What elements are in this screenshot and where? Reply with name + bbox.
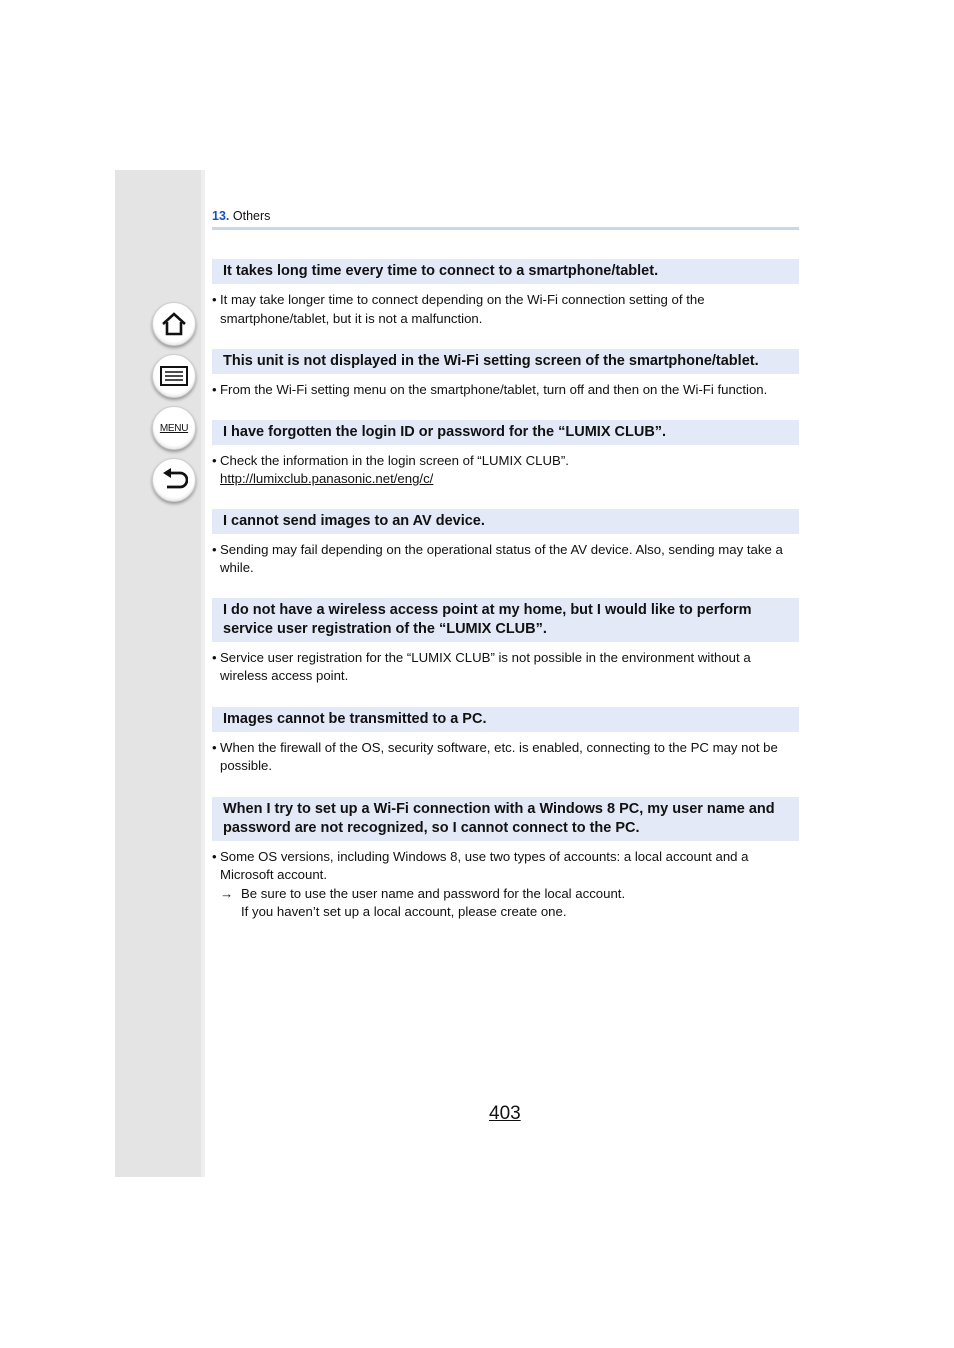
bullet-dot: • bbox=[212, 382, 217, 397]
section bbox=[212, 420, 799, 489]
section bbox=[212, 707, 799, 776]
chapter-number: 13. bbox=[212, 209, 230, 223]
bullet-dot: • bbox=[212, 649, 217, 665]
bullet-text: Some OS versions, including Windows 8, use two types of accounts: a local account and a Microsoft account. bbox=[220, 848, 749, 882]
arrow-note bbox=[220, 885, 799, 922]
return-icon bbox=[160, 466, 188, 494]
section bbox=[212, 509, 799, 578]
section-heading: I cannot send images to an AV device. bbox=[212, 509, 799, 534]
section-bullet bbox=[212, 739, 799, 776]
home-icon bbox=[160, 310, 188, 338]
section-bullet bbox=[212, 541, 799, 578]
section-heading: This unit is not displayed in the Wi-Fi setting screen of the smartphone/tablet. bbox=[212, 349, 799, 374]
breadcrumb bbox=[212, 209, 270, 223]
bullet-dot: • bbox=[212, 292, 217, 307]
section bbox=[212, 259, 799, 328]
section-bullet bbox=[212, 291, 799, 328]
note-line: Be sure to use the user name and password for the local account. bbox=[241, 885, 626, 901]
menu-label: MENU bbox=[159, 422, 189, 434]
contents-button[interactable] bbox=[152, 354, 196, 398]
section-bullet bbox=[212, 381, 799, 400]
bullet-dot: • bbox=[212, 541, 217, 557]
section-bullet bbox=[212, 848, 799, 922]
sidebar-edge bbox=[201, 170, 205, 1177]
section bbox=[212, 797, 799, 922]
bullet-text: It may take longer time to connect depending on the Wi-Fi connection setting of the smartphone/tablet, but it is not a malfunction. bbox=[220, 292, 705, 326]
back-button[interactable] bbox=[152, 458, 196, 502]
header-rule bbox=[212, 227, 799, 230]
menu-button[interactable] bbox=[152, 406, 196, 450]
troubleshooting-content bbox=[212, 259, 799, 922]
arrow-symbol: → bbox=[220, 885, 234, 901]
section bbox=[212, 349, 799, 400]
section-heading: I have forgotten the login ID or password for the “LUMIX CLUB”. bbox=[212, 420, 799, 445]
list-icon bbox=[159, 364, 189, 388]
section-heading: Images cannot be transmitted to a PC. bbox=[212, 707, 799, 732]
bullet-text: Service user registration for the “LUMIX CLUB” is not possible in the environment without a wireless access point. bbox=[220, 649, 751, 683]
section-bullet bbox=[212, 649, 799, 686]
section-bullet bbox=[212, 452, 799, 489]
page-number: 403 bbox=[489, 1103, 521, 1124]
section-heading: When I try to set up a Wi-Fi connection with a Windows 8 PC, my user name and password are not recognized, so I cannot connect to the PC. bbox=[212, 797, 799, 841]
bullet-text: Check the information in the login screen of “LUMIX CLUB”. bbox=[220, 452, 569, 468]
section-heading: It takes long time every time to connect to a smartphone/tablet. bbox=[212, 259, 799, 284]
bullet-text: Sending may fail depending on the operational status of the AV device. Also, sending may take a while. bbox=[220, 541, 783, 575]
chapter-title: Others bbox=[232, 209, 271, 223]
lumix-club-link[interactable]: http://lumixclub.panasonic.net/eng/c/ bbox=[220, 471, 434, 486]
bullet-text: From the Wi-Fi setting menu on the smartphone/tablet, turn off and then on the Wi-Fi function. bbox=[220, 382, 768, 397]
section bbox=[212, 598, 799, 686]
bullet-dot: • bbox=[212, 739, 217, 755]
bullet-text: When the firewall of the OS, security software, etc. is enabled, connecting to the PC may not be possible. bbox=[220, 739, 778, 773]
section-heading: I do not have a wireless access point at my home, but I would like to perform service user registration of the “LUMIX CLUB”. bbox=[212, 598, 799, 642]
bullet-dot: • bbox=[212, 848, 217, 864]
home-button[interactable] bbox=[152, 302, 196, 346]
note-line: If you haven’t set up a local account, please create one. bbox=[241, 904, 567, 919]
bullet-dot: • bbox=[212, 452, 217, 468]
